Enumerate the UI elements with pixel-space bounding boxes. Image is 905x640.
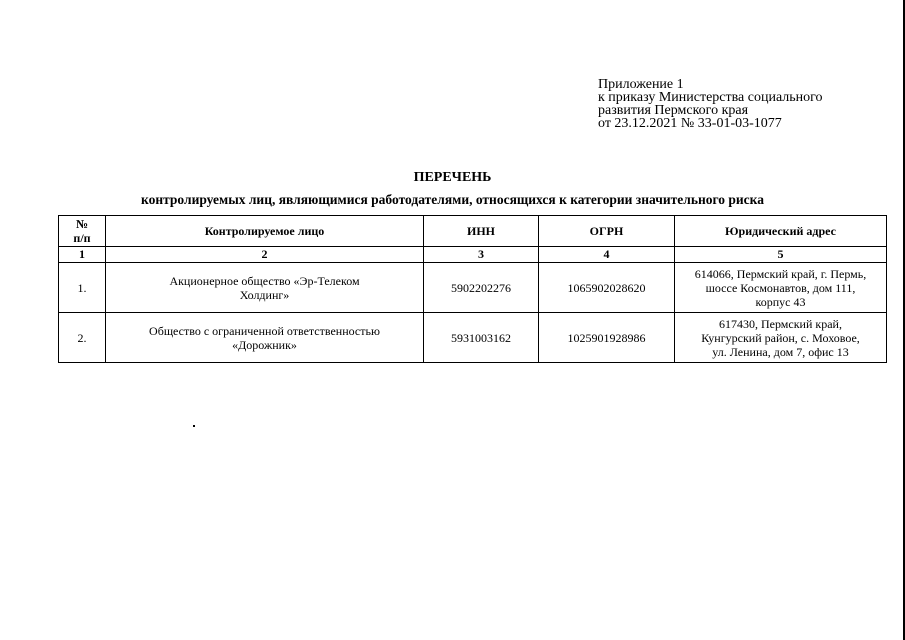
appendix-block <box>598 78 823 130</box>
row-ogrn: 1025901928986 <box>539 313 675 363</box>
row-inn: 5931003162 <box>424 313 539 363</box>
address-line: 614066, Пермский край, г. Пермь, <box>694 266 867 281</box>
document-title <box>0 170 905 208</box>
entity-line: Акционерное общество «Эр-Телеком <box>169 273 360 288</box>
address-line: корпус 43 <box>755 294 806 309</box>
appendix-line: развития Пермского края <box>598 103 749 118</box>
registry-table <box>58 215 887 363</box>
entity-line: Общество с ограниченной ответственностью <box>149 323 380 338</box>
scan-dot <box>193 425 195 427</box>
column-number: 4 <box>539 247 675 263</box>
column-number: 5 <box>675 247 887 263</box>
row-number: 1. <box>59 263 106 313</box>
row-entity <box>106 313 424 363</box>
header-address: Юридический адрес <box>675 216 887 247</box>
entity-line: Холдинг» <box>239 287 290 302</box>
row-ogrn: 1065902028620 <box>539 263 675 313</box>
title-heading: ПЕРЕЧЕНЬ <box>413 170 492 185</box>
row-address <box>675 313 887 363</box>
entity-line: «Дорожник» <box>232 337 297 352</box>
appendix-line: к приказу Министерства социального <box>598 90 823 105</box>
header-inn: ИНН <box>424 216 539 247</box>
address-line: 617430, Пермский край, <box>719 316 842 331</box>
title-subheading: контролируемых лиц, являющимися работодателями, относящихся к категории значительного риска <box>140 192 765 207</box>
row-number: 2. <box>59 313 106 363</box>
column-number: 2 <box>106 247 424 263</box>
appendix-line: от 23.12.2021 № 33-01-03-1077 <box>598 116 782 131</box>
table-header-row <box>59 216 887 247</box>
row-entity <box>106 263 424 313</box>
header-number-line: № <box>75 217 89 231</box>
header-ogrn: ОГРН <box>539 216 675 247</box>
header-entity: Контролируемое лицо <box>106 216 424 247</box>
row-address <box>675 263 887 313</box>
appendix-line: Приложение 1 <box>598 77 684 92</box>
address-line: ул. Ленина, дом 7, офис 13 <box>712 344 849 359</box>
header-number-line: п/п <box>73 231 91 245</box>
column-number-row <box>59 247 887 263</box>
header-number <box>59 216 106 247</box>
column-number: 1 <box>59 247 106 263</box>
address-line: шоссе Космонавтов, дом 111, <box>705 280 856 295</box>
column-number: 3 <box>424 247 539 263</box>
table-row <box>59 313 887 363</box>
address-line: Кунгурский район, с. Моховое, <box>701 330 860 345</box>
table-row <box>59 263 887 313</box>
row-inn: 5902202276 <box>424 263 539 313</box>
